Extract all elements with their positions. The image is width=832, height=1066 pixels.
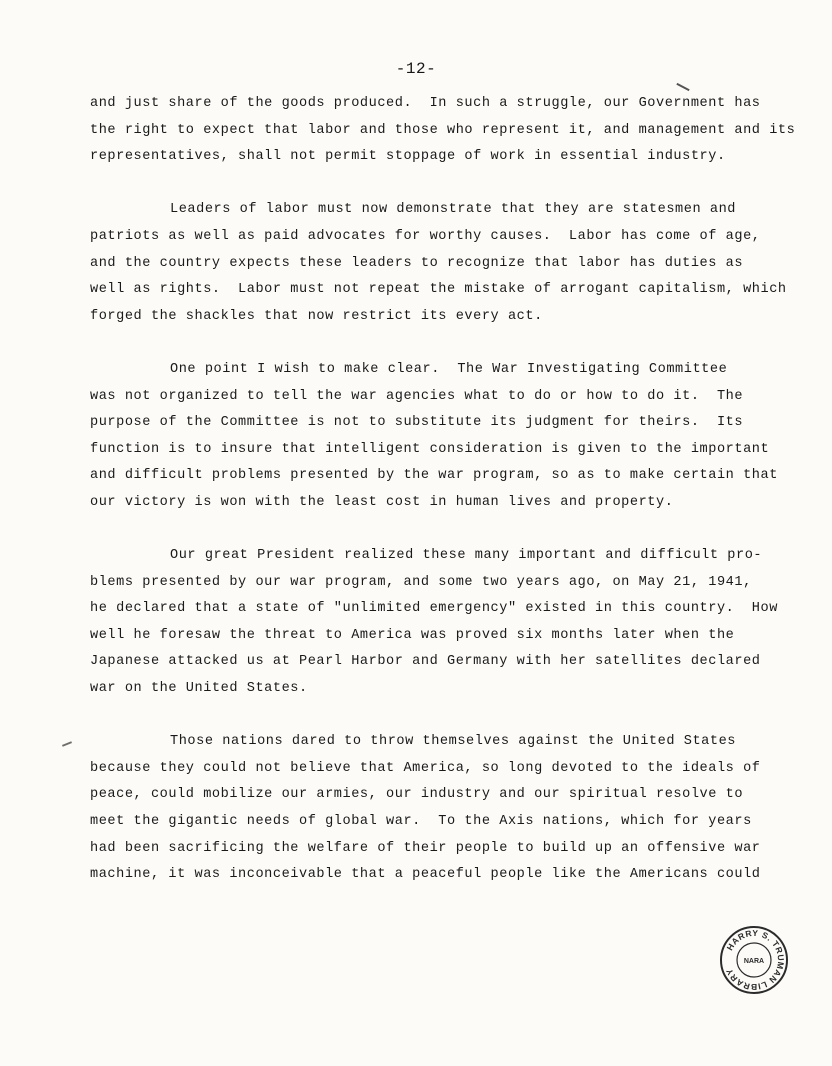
text-line: Japanese attacked us at Pearl Harbor and Germany with her satellites declared xyxy=(90,654,761,670)
paragraph xyxy=(90,543,790,703)
text-line: Our great President realized these many important and difficult pro- xyxy=(170,548,763,564)
text-line: Those nations dared to throw themselves against the United States xyxy=(170,734,736,750)
text-line: blems presented by our war program, and some two years ago, on May 21, 1941, xyxy=(90,574,752,590)
text-line: peace, could mobilize our armies, our industry and our spiritual resolve to xyxy=(90,787,744,803)
text-line: the right to expect that labor and those who represent it, and management and its xyxy=(90,122,796,138)
paragraph xyxy=(90,729,790,889)
text-line: he declared that a state of "unlimited emergency" existed in this country. How xyxy=(90,601,778,617)
text-line: and the country expects these leaders to recognize that labor has duties as xyxy=(90,255,744,271)
text-line: and difficult problems presented by the war program, so as to make certain that xyxy=(90,468,778,484)
text-line: purpose of the Committee is not to substitute its judgment for theirs. Its xyxy=(90,415,744,431)
text-line: patriots as well as paid advocates for worthy causes. Labor has come of age, xyxy=(90,228,761,244)
paragraph-spacer xyxy=(90,703,790,730)
text-line: was not organized to tell the war agencies what to do or how to do it. The xyxy=(90,388,744,404)
text-line: well he foresaw the threat to America was proved six months later when the xyxy=(90,627,735,643)
text-line: well as rights. Labor must not repeat the mistake of arrogant capitalism, which xyxy=(90,282,787,298)
paragraph xyxy=(90,357,790,517)
text-line: war on the United States. xyxy=(90,681,308,697)
pen-tick-mark xyxy=(676,83,689,91)
text-line: and just share of the goods produced. In such a struggle, our Government has xyxy=(90,96,761,111)
text-line: Leaders of labor must now demonstrate that they are statesmen and xyxy=(170,202,736,218)
document-body xyxy=(90,91,796,889)
text-line: machine, it was inconceivable that a peaceful people like the Americans could xyxy=(90,867,761,883)
truman-library-stamp xyxy=(718,924,790,996)
text-line: meet the gigantic needs of global war. To the Axis nations, which for years xyxy=(90,814,752,830)
text-line: One point I wish to make clear. The War Investigating Committee xyxy=(170,361,728,377)
text-line: had been sacrificing the welfare of their people to build up an offensive war xyxy=(90,840,761,856)
paragraph-spacer xyxy=(90,517,790,544)
stamp-center-text: NARA xyxy=(743,958,765,965)
stamp-ring-text: HARRY S. TRUMAN LIBRARY xyxy=(723,927,787,993)
text-line: function is to insure that intelligent consideration is given to the important xyxy=(90,441,770,457)
paragraph-spacer xyxy=(90,171,790,198)
paragraph xyxy=(90,197,790,330)
text-line: because they could not believe that America, so long devoted to the ideals of xyxy=(90,760,761,776)
paragraph xyxy=(90,91,796,171)
text-line: forged the shackles that now restrict its every act. xyxy=(90,308,543,324)
page-number: -12- xyxy=(395,60,437,78)
text-line: our victory is won with the least cost in human lives and property. xyxy=(90,494,674,510)
margin-pen-mark xyxy=(62,741,72,747)
paragraph-spacer xyxy=(90,330,790,357)
text-line: representatives, shall not permit stoppage of work in essential industry. xyxy=(90,149,726,165)
